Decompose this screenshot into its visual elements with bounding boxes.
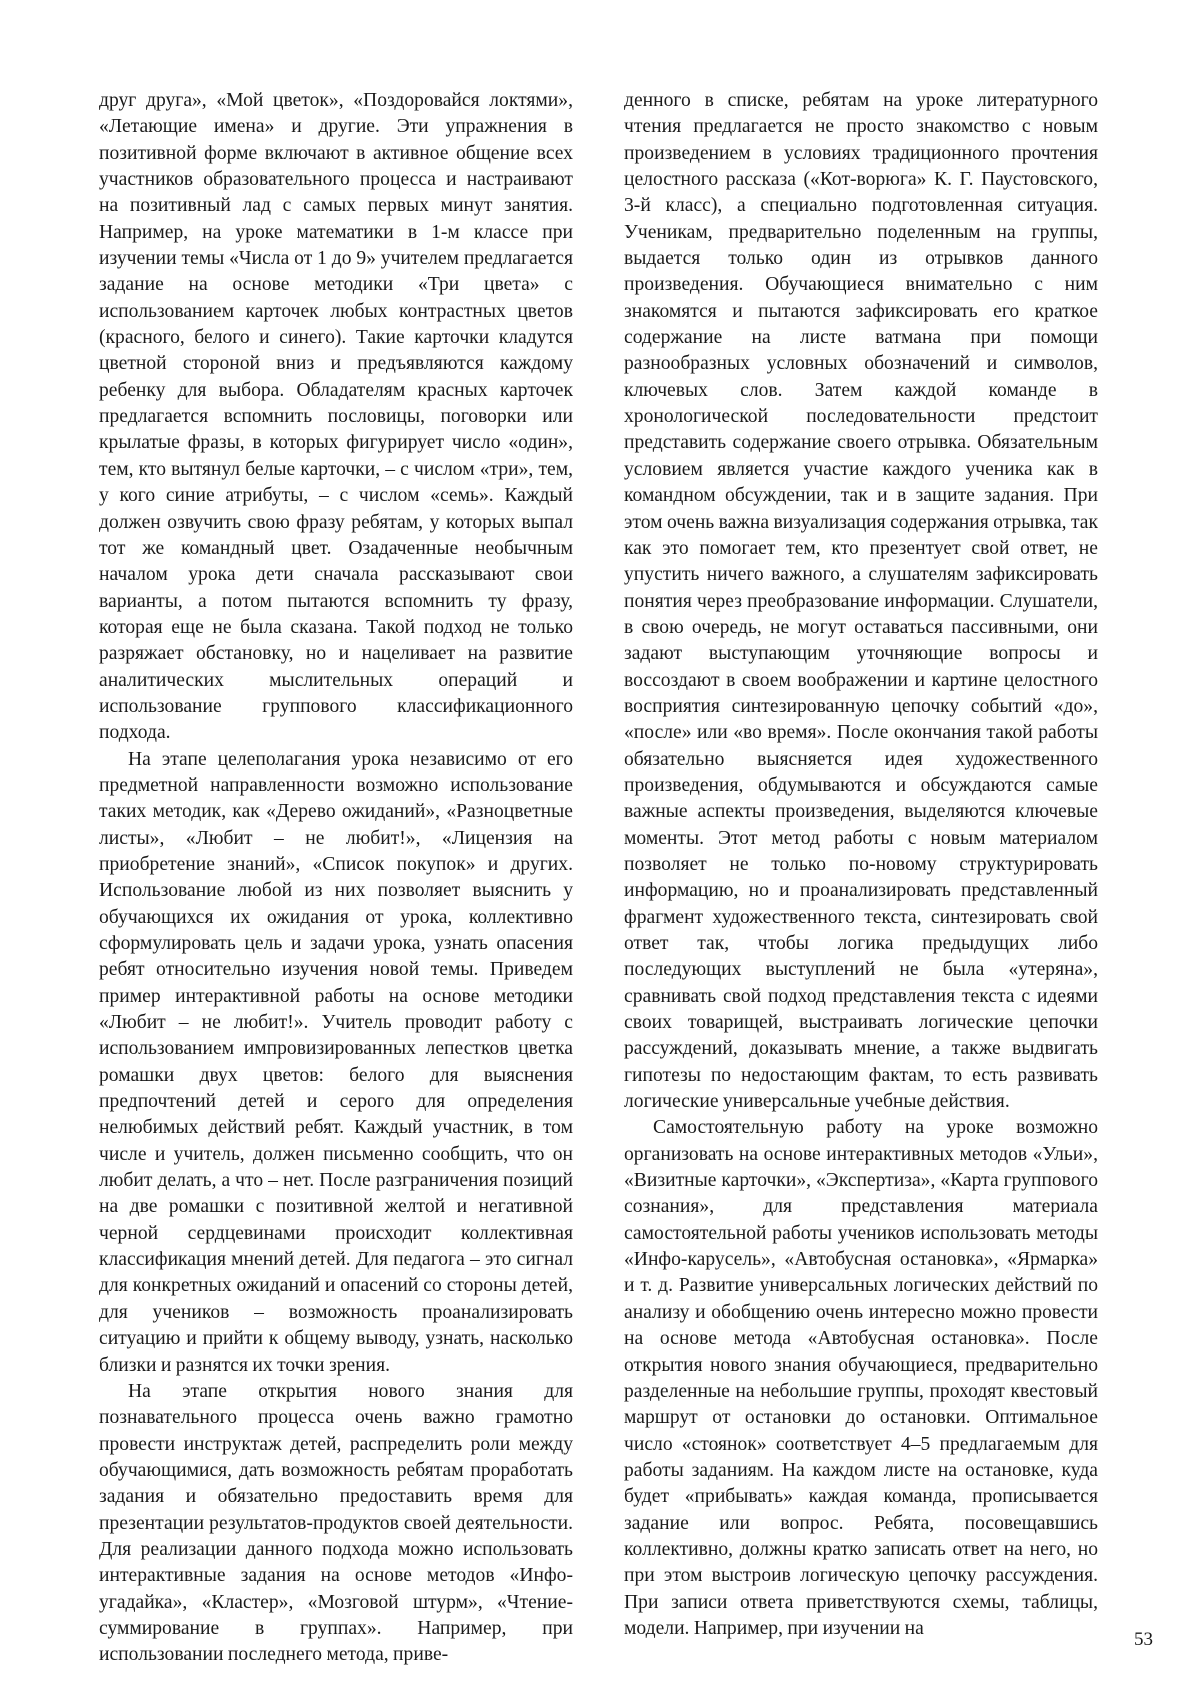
paragraph-independent-work: Самостоятельную работу на уроке возможно организовать на основе интерактивных методов «Ульи», «Визитные карточки», «Экспертиза», «Карта группового сознания», для представления материала самостоятельной работы учеников использовать методы «Инфо-карусель», «Автобусная остановка», «Ярмарка» и т. д. Развитие универсальных логических действий по анализу и обобщению очень интересно можно провести на основе метода «Автобусная остановка». После открытия нового знания обучающиеся, предварительно разделенные на небольшие группы, проходят квестовый маршрут от остановки до остановки. Оптимальное число «стоянок» соответствует 4–5 предлагаемым для работы заданиям. На каждом листе на остановке, куда будет «прибывать» каждая команда, прописывается задание или вопрос. Ребята, посовещавшись коллективно, должны кратко записать ответ на него, но при этом выстроив логическую цепочку рассуждения. При записи ответа приветствуются схемы, таблицы, модели. Например, при изучении на	[624, 1117, 1098, 1639]
paragraph-reading-method: денного в списке, ребятам на уроке литературного чтения предлагается не просто знакомство с новым произведением в условиях традиционного прочтения целостного рассказа («Кот-ворюга» К. Г. Паустовского, 3-й класс), а специально подготовленная ситуация. Ученикам, предварительно поделенным на группы, выдается только один из отрывков данного произведения. Обучающиеся внимательно с ним знакомятся и пытаются зафиксировать его краткое содержание на листе ватмана при помощи разнообразных условных обозначений и символов, ключевых слов. Затем каждой команде в хронологической последовательности предстоит представить содержание своего отрывка. Обязательным условием является участие каждого ученика как в командном обсуждении, так и в защите задания. При этом очень важна визуализация содержания отрывка, так как это помогает тем, кто презентует свой ответ, не упустить ничего важного, а слушателям зафиксировать понятия через преобразование информации. Слушатели, в свою очередь, не могут оставаться пассивными, они задают выступающим уточняющие вопросы и воссоздают в своем воображении и картине целостного восприятия синтезированную цепочку событий «до», «после» или «во время». После окончания такой работы обязательно выясняется идея художественного произведения, обдумываются и обсуждаются самые важные аспекты произведения, выделяются ключевые моменты. Этот метод работы с новым материалом позволяет не только по-новому структурировать информацию, но и проанализировать представленный фрагмент художественного текста, синтезировать свой ответ так, чтобы логика предыдущих либо последующих выступлений не была «утеряна», сравнивать свой подход представления текста с идеями своих товарищей, выстраивать логические цепочки рассуждений, доказывать мнение, а также выдвигать гипотезы по недостающим фактам, то есть развивать логические универсальные учебные действия.	[624, 90, 1098, 1113]
page-number: 53	[1134, 1629, 1153, 1650]
left-text-column	[99, 88, 573, 1669]
paragraph-continued-exercises: друг друга», «Мой цветок», «Поздоровайся локтями», «Летающие имена» и другие. Эти упражнения в позитивной форме включают в активное общение всех участников образовательного процесса и настраивают на позитивный лад с самых первых минут занятия. Например, на уроке математики в 1-м классе при изучении темы «Числа от 1 до 9» учителем предлагается задание на основе методики «Три цвета» с использованием карточек любых контрастных цветов (красного, белого и синего). Такие карточки кладутся цветной стороной вниз и предъявляются каждому ребенку для выбора. Обладателям красных карточек предлагается вспомнить пословицы, поговорки или крылатые фразы, в которых фигурирует число «один», тем, кто вытянул белые карточки, – с числом «три», тем, у кого синие атрибуты, – с числом «семь». Каждый должен озвучить свою фразу ребятам, у которых выпал тот же командный цвет. Озадаченные необычным началом урока дети сначала рассказывают свои варианты, а потом пытаются вспомнить ту фразу, которая еще не была сказана. Такой подход не только разряжает обстановку, но и нацеливает на развитие аналитических мыслительных операций и использование группового классификационного подхода.	[99, 90, 573, 744]
paragraph-goal-setting: На этапе целеполагания урока независимо от его предметной направленности возможно использование таких методик, как «Дерево ожиданий», «Разноцветные листы», «Любит – не любит!», «Лицензия на приобретение знаний», «Список покупок» и других. Использование любой из них позволяет выяснить у обучающихся их ожидания от урока, коллективно сформулировать цель и задачи урока, узнать опасения ребят относительно изучения новой темы. Приведем пример интерактивной работы на основе методики «Любит – не любит!». Учитель проводит работу с использованием импровизированных лепестков цветка ромашки двух цветов: белого для выяснения предпочтений детей и серого для определения нелюбимых действий ребят. Каждый участник, в том числе и учитель, должен письменно сообщить, что он любит делать, а что – нет. После разграничения позиций на две ромашки с позитивной желтой и негативной черной сердцевинами происходит коллективная классификация мнений детей. Для педагога – это сигнал для конкретных ожиданий и опасений со стороны детей, для учеников – возможность проанализировать ситуацию и прийти к общему выводу, узнать, насколько близки и разнятся их точки зрения.	[99, 748, 573, 1376]
paragraph-new-knowledge: На этапе открытия нового знания для познавательного процесса очень важно грамотно провести инструктаж детей, распределить роли между обучающимися, дать возможность ребятам проработать задания и обязательно предоставить время для презентации результатов-продуктов своей деятельности. Для реализации данного подхода можно использовать интерактивные задания на основе методов «Инфо-угадайка», «Кластер», «Мозговой штурм», «Чтение-суммирование в группах». Например, при использовании последнего метода, приве-	[99, 1380, 573, 1666]
right-text-column	[624, 88, 1098, 1642]
